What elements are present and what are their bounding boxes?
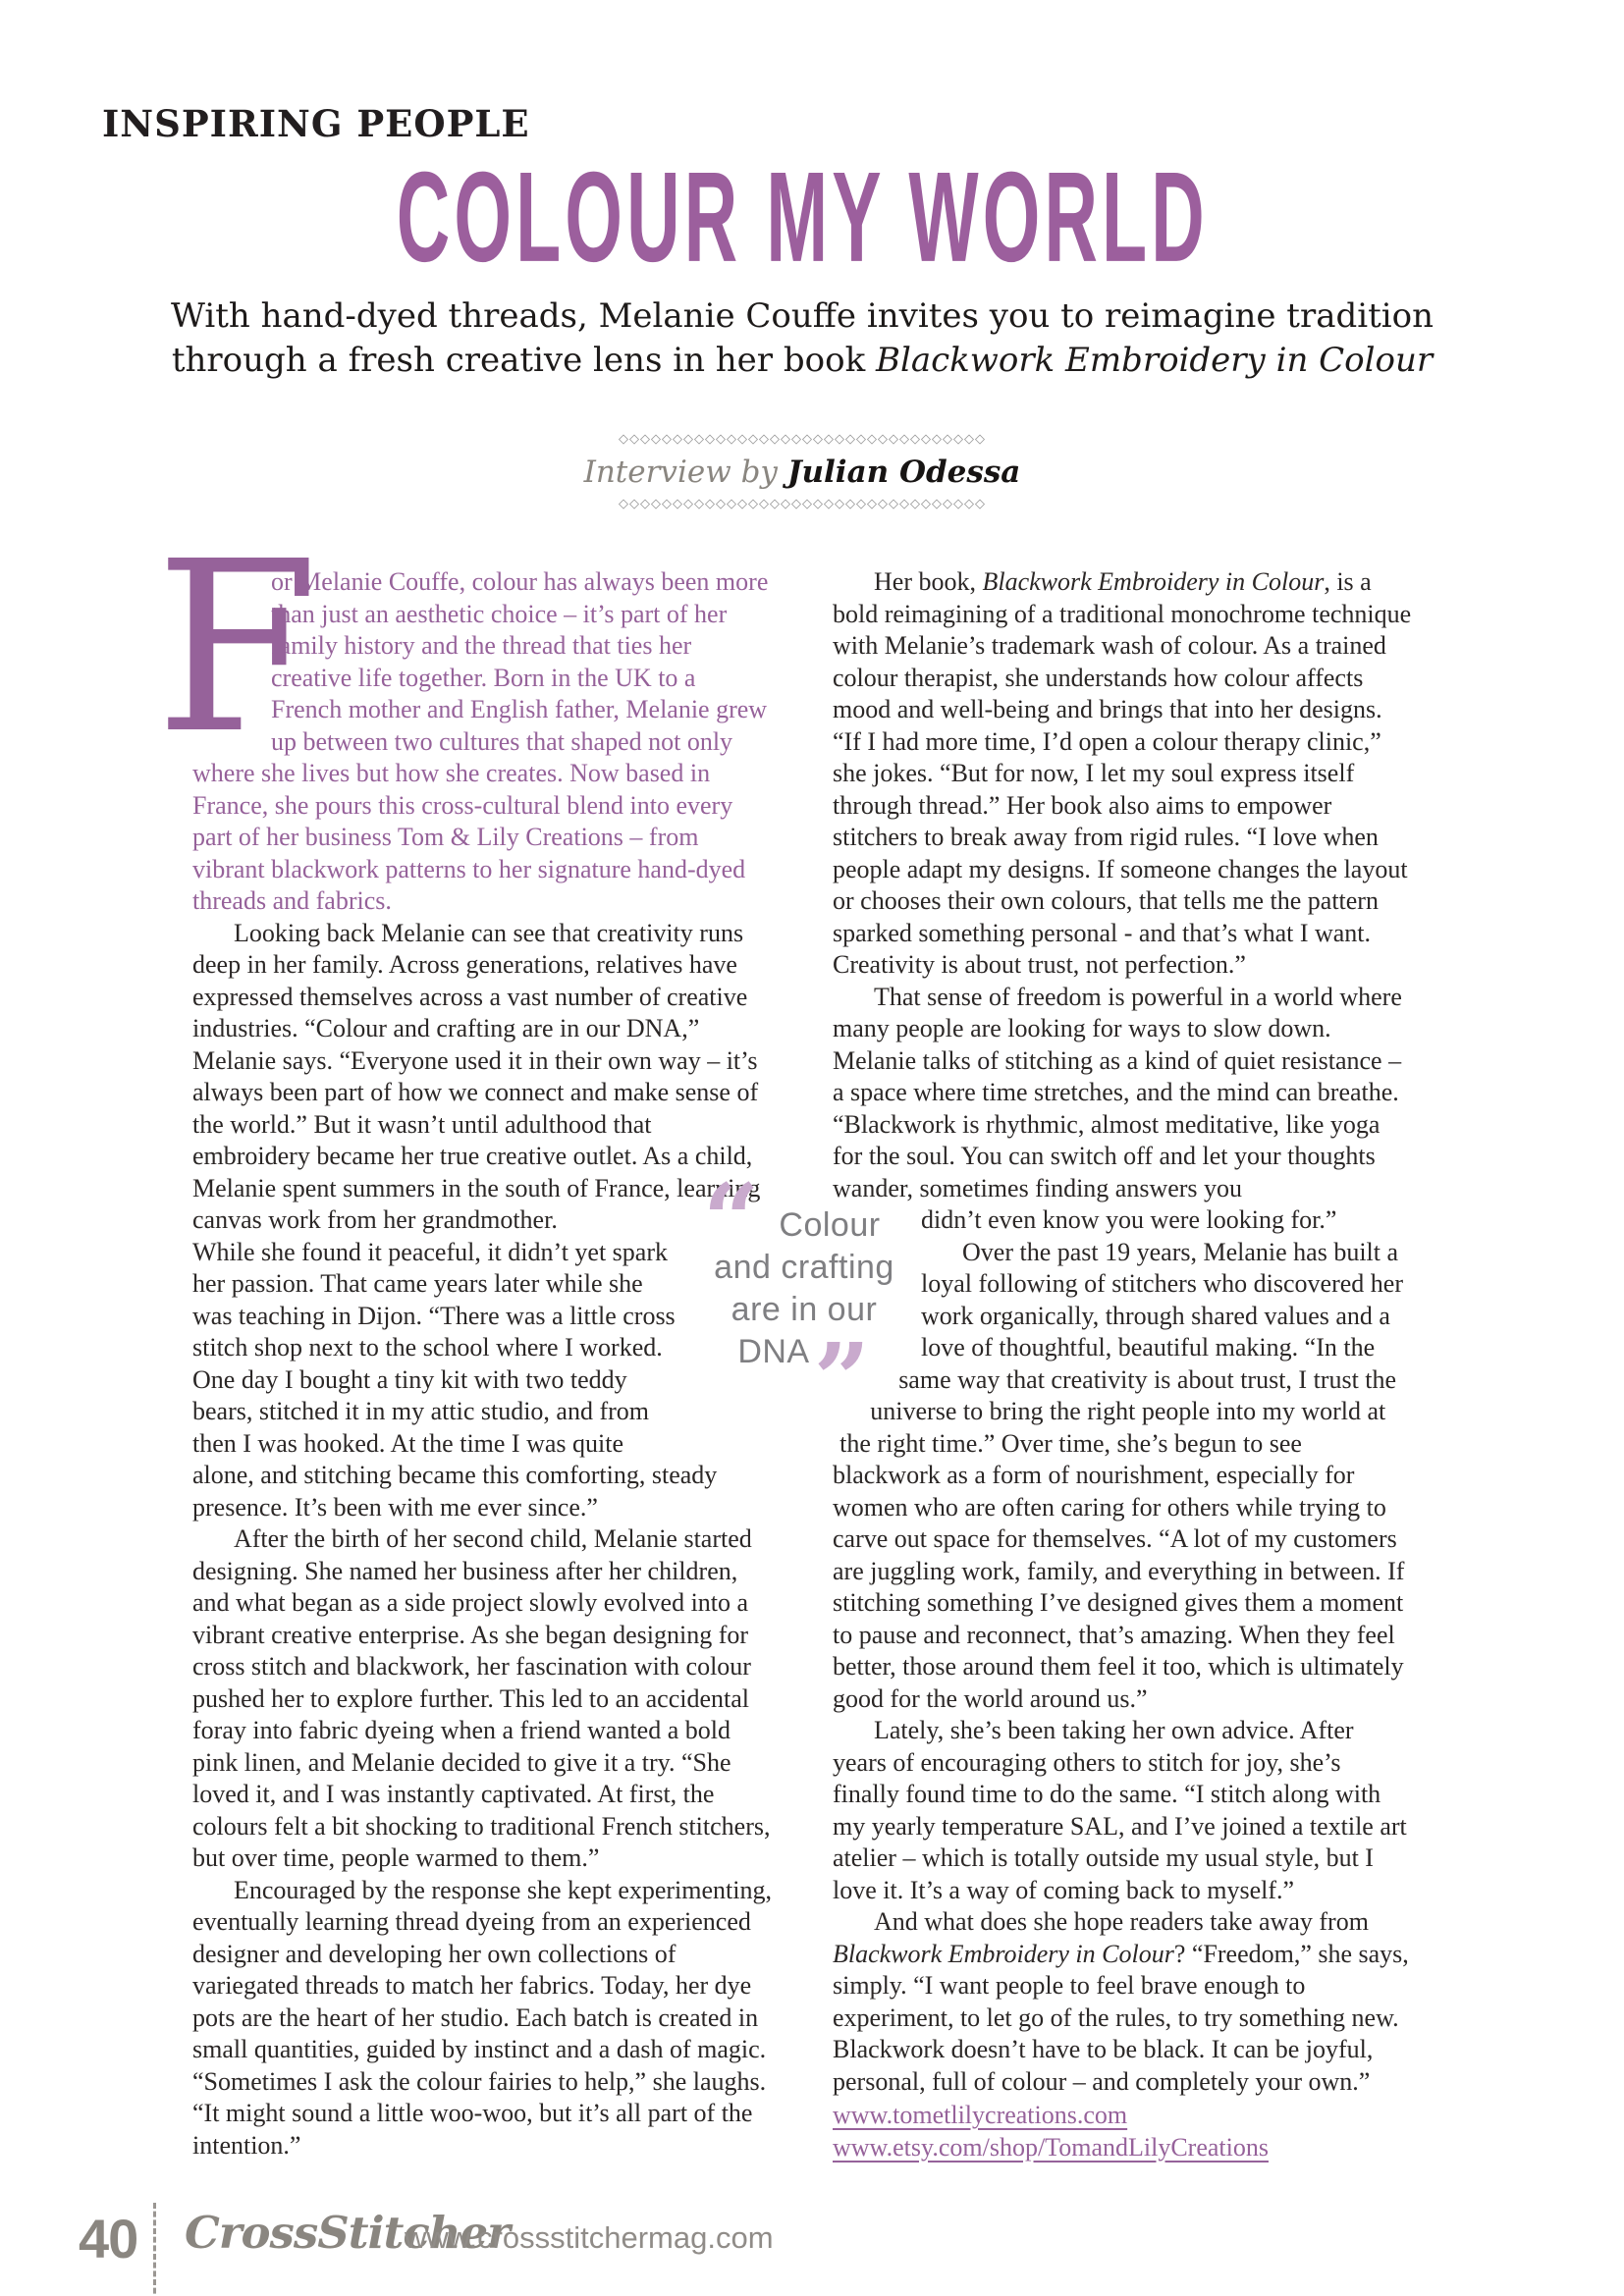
lead-paragraph-text: or Melanie Couffe, colour has always been more than just an aesthetic choice – it’s part of her family history and the thread that ties her creative life together. Born in the UK to a French mother and English father, Melanie grew up between two cultures that shaped not only where she lives but how she creates. Now based in France, she pours this cross-cultural blend into every part of her business Tom & Lily Creations – from vibrant blackwork patterns to her signature hand-dyed threads and fabrics.	[192, 567, 769, 915]
body-paragraph: That sense of freedom is powerful in a world where many people are looking for ways to slow down. Melanie talks of stitching as a kind of quiet resistance – a space where time stretches, and the mind can breathe. “Blackwork is rhythmic, almost meditative, like yoga for the soul. You can switch off and let your thoughts wander, sometimes finding answers you	[833, 982, 1402, 1202]
standfirst-line2: through a fresh creative lens in her book	[171, 341, 876, 380]
page-number: 40	[79, 2208, 138, 2269]
website-links	[833, 2100, 1412, 2163]
link-etsy-shop[interactable]: www.etsy.com/shop/TomandLilyCreations	[833, 2132, 1269, 2162]
right-column	[833, 566, 1412, 2163]
article-title: COLOUR MY WORLD	[396, 146, 1209, 290]
section-kicker: INSPIRING PEOPLE	[102, 102, 530, 145]
open-quote-icon: “	[703, 1162, 761, 1278]
body-paragraph: didn’t even know you were looking for.”	[833, 1204, 1412, 1237]
article-body	[155, 510, 1412, 2163]
stitch-divider-bottom: ◇◇◇◇◇◇◇◇◇◇◇◇◇◇◇◇◇◇◇◇◇◇◇◇◇◇◇◇◇◇◇◇◇◇	[619, 497, 986, 511]
magazine-logo: CrossStitcher	[185, 2207, 510, 2259]
magazine-website: www.crossstitchermag.com	[405, 2220, 774, 2255]
body-paragraph: Over the past 19 years, Melanie has built a loyal following of stitchers who discovered her work organically, through shared values and a love of thoughtful, beautiful making. “In the same way that creativity is about trust, I trust the universe to bring the right people into my world at the right time.” Over time, she’s begun to see blackwork as a form of nourishment, especially for women who are often caring for others while trying to carve out space for themselves. “A lot of my customers are juggling work, family, and everything in between. If stitching something I’ve designed gives them a moment to pause and reconnect, that’s amazing. When they feel better, those around them feel it too, which is ultimately good for the world around us.”	[833, 1237, 1405, 1713]
body-paragraph: And what does she hope readers take away from Blackwork Embroidery in Colour? “Freedom,” she says, simply. “I want people to feel brave enough to experiment, to let go of the rules, to try something new. Blackwork doesn’t have to be black. It can be joyful, personal, full of colour – and completely your own.”	[833, 1907, 1409, 2096]
dashed-divider	[153, 2203, 156, 2296]
pull-quote-line: DNA”	[737, 1321, 871, 1437]
book-title-italic: Blackwork Embroidery in Colour	[982, 567, 1325, 596]
book-title-italic: Blackwork Embroidery in Colour	[833, 1939, 1174, 1968]
byline-block	[192, 432, 1412, 512]
body-paragraph: After the birth of her second child, Melanie started designing. She named her business after her children, and what began as a side project slowly evolved into a vibrant creative enterprise. As she began designing for cross stitch and blackwork, her fascination with colour pushed her to explore further. This led to an accidental foray into fabric dyeing when a friend wanted a bold pink linen, and Melanie decided to give it a try. “She loved it, and I was instantly captivated. At first, the colours felt a bit shocking to traditional French stitchers, but over time, people warmed to them.”	[192, 1524, 771, 1872]
body-paragraph: Looking back Melanie can see that creativity runs deep in her family. Across generations, relatives have expressed themselves across a vast number of creative industries. “Colour and crafting are in our DNA,” Melanie says. “Everyone used it in their own way – it’s always been part of how we connect and make sense of the world.” But it wasn’t until adulthood that embroidery became her true creative outlet. As a child, Melanie spent summers in the south of France, learning canvas work from her grandmother.	[192, 918, 761, 1234]
body-paragraph: While she found it peaceful, it didn’t yet spark her passion. That came years later while she was teaching in Dijon. “There was a little cross stitch shop next to the school where I worked. One day I bought a tiny kit with two teddy bears, stitched it in my attic studio, and from then I was hooked. At the time I was quite alone, and stitching became this comforting, steady presence. It’s been with me ever since.”	[192, 1237, 772, 1524]
book-title-italic: Blackwork Embroidery in Colour	[875, 341, 1434, 380]
byline-author: Julian Odessa	[786, 454, 1021, 490]
pull-quote-line: Colour	[779, 1206, 881, 1244]
drop-cap: F	[155, 510, 319, 785]
lead-paragraph	[155, 510, 772, 918]
close-quote-icon: ”	[813, 1321, 871, 1437]
article-standfirst	[143, 294, 1461, 383]
left-column	[155, 510, 772, 2163]
link-tometlilycreations[interactable]: www.tometlilycreations.com	[833, 2101, 1128, 2129]
body-paragraph: Lately, she’s been taking her own advice. After years of encouraging others to stitch for joy, she’s finally found time to do the same. “I stitch along with my yearly temperature SAL, and I’ve joined a textile art atelier – which is totally outside my usual style, but I love it. It’s a way of coming back to myself.”	[833, 1716, 1407, 1904]
byline	[192, 453, 1412, 492]
standfirst-line1: With hand-dyed threads, Melanie Couffe invites you to reimagine tradition	[170, 296, 1435, 336]
byline-prefix: Interview by	[583, 454, 787, 490]
stitch-divider-top: ◇◇◇◇◇◇◇◇◇◇◇◇◇◇◇◇◇◇◇◇◇◇◇◇◇◇◇◇◇◇◇◇◇◇	[619, 432, 986, 447]
title-wrap	[192, 145, 1412, 290]
pull-quote-line: are in our	[731, 1291, 878, 1328]
pull-quote	[701, 1162, 907, 1437]
body-paragraph: Her book, Blackwork Embroidery in Colour, is a bold reimagining of a traditional monochrome technique with Melanie’s trademark wash of colour. As a trained colour therapist, she understands how colour affects mood and well-being and brings that into her designs. “If I had more time, I’d open a colour therapy clinic,” she jokes. “But for now, I let my soul express itself through thread.” Her book also aims to empower stitchers to break away from rigid rules. “I love when people adapt my designs. If someone changes the layout or chooses their own colours, that tells me the pattern sparked something personal - and that’s what I want. Creativity is about trust, not perfection.”	[833, 567, 1412, 979]
body-paragraph: Encouraged by the response she kept experimenting, eventually learning thread dyeing from an experienced designer and developing her own collections of variegated threads to match her fabrics. Today, her dye pots are the heart of her studio. Each batch is created in small quantities, guided by instinct and a dash of magic. “Sometimes I ask the colour fairies to help,” she laughs. “It might sound a little woo-woo, but it’s all part of the intention.”	[192, 1875, 772, 2160]
pull-quote-line: and crafting	[714, 1249, 894, 1286]
